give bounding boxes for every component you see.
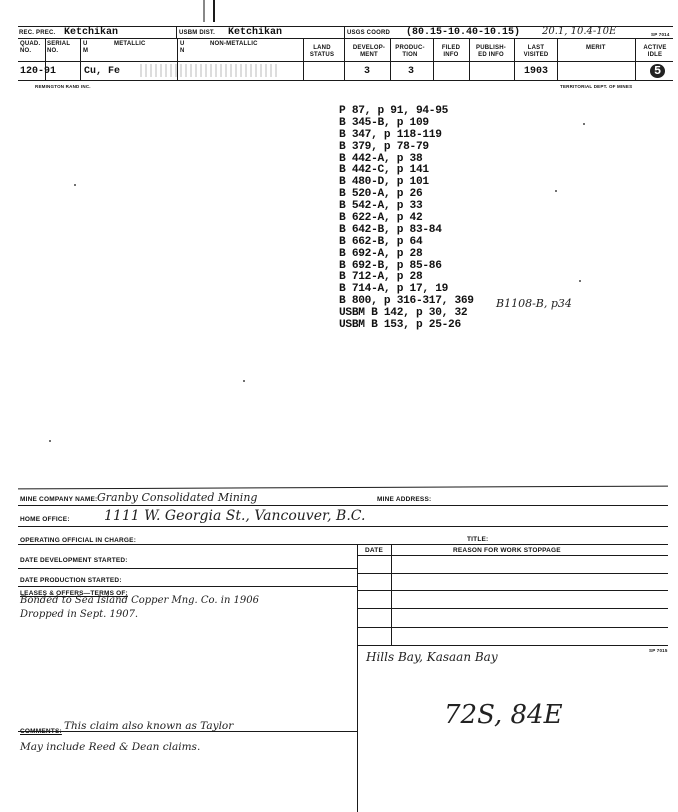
mine-company-value: Granby Consolidated Mining [97,491,258,504]
reference-item: P 87, p 91, 94-95 [339,105,449,117]
table-rule [357,573,668,574]
rule [18,568,358,569]
rule [18,544,668,545]
form-number-bottom: SP 7015 [649,648,668,653]
table-left-border [357,545,358,645]
reference-item: B 692-A, p 28 [339,247,423,260]
usgs-coord-label: USGS COORD [347,30,391,36]
header-row-rule [18,61,673,62]
col-divider [635,38,636,80]
col-land-status: LAND STATUS [309,45,335,58]
row-development: 3 [364,66,371,77]
col-non-metallic: NON-METALLIC [210,41,258,47]
row-production: 3 [408,66,415,77]
col-filed-info: FILED INFO [441,45,461,58]
leases-line-2: Dropped in Sept. 1907. [20,609,139,620]
reference-item: B 662-B, p 64 [339,235,423,248]
rule [18,526,668,527]
col-quad-no: QUAD. NO. [20,41,41,54]
comments-line-2: May include Reed & Dean claims. [20,741,201,753]
rec-prec-value: Ketchikan [64,27,119,38]
scan-speck [74,184,76,186]
reference-item: B 622-A, p 42 [339,212,423,225]
col-merit: MERIT [586,45,606,51]
title-label: TITLE: [467,536,489,543]
reference-item: B 347, p 118-119 [339,128,442,141]
col-metallic: METALLIC [114,41,146,47]
col-divider [80,38,81,80]
staple-mark-right [213,0,215,22]
date-production-label: DATE PRODUCTION STARTED: [20,577,122,584]
home-office-label: HOME OFFICE: [20,516,70,523]
leases-label: LEASES & OFFERS—TERMS OF: [20,590,128,597]
col-serial-no: SERIAL NO. [47,41,71,54]
reference-item: B 692-B, p 85-86 [339,259,442,272]
reference-item: B 442-C, p 141 [339,164,429,177]
table-rule [357,590,668,591]
usbm-dist-value: Ketchikan [228,27,283,38]
col-divider [390,38,391,80]
reference-item: B 800, p 316-317, 369 [339,295,474,308]
col-last-visited: LAST VISITED [523,45,549,58]
date-development-label: DATE DEVELOPMENT STARTED: [20,557,128,564]
vertical-divider [357,645,358,812]
col-production: PRODUC-TION [395,45,425,58]
col-divider [514,38,515,80]
row-last-visited: 1903 [524,66,549,77]
location-value: Hills Bay, Kasaan Bay [366,650,498,664]
reference-item: B 345-B, p 109 [339,116,429,129]
reference-item: B 714-A, p 17, 19 [339,283,449,296]
col-active-idle: ACTIVE IDLE [643,45,667,58]
rec-prec-label: REC. PREC. [19,30,56,36]
table-rule [357,627,668,628]
row-active-idle: 5 [650,64,665,78]
col-divider [557,38,558,80]
col-divider [344,38,345,80]
scan-noise-band [140,64,280,77]
row-quad-no: 120-91 [20,66,57,77]
table-date-divider [391,545,392,645]
rule [18,505,668,506]
col-divider [303,38,304,80]
home-office-value: 1111 W. Georgia St., Vancouver, B.C. [104,508,366,524]
table-rule [357,555,668,556]
form-top-rule [18,486,668,490]
usgs-coord-value: (80.15-10.40-10.15) [406,27,521,38]
reference-item: B 480-D, p 101 [339,176,429,189]
scan-speck [49,440,51,442]
comments-label: COMMENTS: [20,728,62,735]
divider-rec [176,26,177,38]
scan-speck [583,123,585,125]
printer-imprint: REMINGTON RAND INC. [35,84,91,89]
comments-line-1: This claim also known as Taylor [64,720,234,732]
reference-item: B 442-A, p 38 [339,152,423,165]
usbm-dist-label: USBM DIST. [179,30,216,36]
col-divider [469,38,470,80]
row-metallic: Cu, Fe [84,66,121,77]
table-rule [357,645,668,646]
col-un: U N [180,41,185,54]
col-development: DEVELOP-MENT [352,45,386,58]
col-um: U M [83,41,89,54]
rule [18,586,358,587]
reference-item: B 379, p 78-79 [339,140,429,153]
reference-item: USBM B 153, p 25-26 [339,319,461,332]
table-rule [357,608,668,609]
reference-item: B 712-A, p 28 [339,271,423,284]
header-mid-rule [18,38,673,39]
scan-speck [243,380,245,382]
reference-item: USBM B 142, p 30, 32 [339,307,468,320]
header-bottom-rule [18,80,673,81]
mine-address-label: MINE ADDRESS: [377,496,432,503]
reference-item: B 542-A, p 33 [339,200,423,213]
col-published-info: PUBLISH-ED INFO [476,45,506,58]
col-divider [433,38,434,80]
staple-mark-left [203,0,205,22]
divider-usbm [344,26,345,38]
leases-line-1: Bonded to Sea Island Copper Mng. Co. in 1906 [20,595,260,606]
usgs-coord-note: 20.1, 10.4-10E [542,26,617,37]
department-imprint: TERRITORIAL DEPT. OF MINES [560,84,633,89]
reason-column-label: REASON FOR WORK STOPPAGE [453,547,561,554]
scan-speck [579,280,581,282]
publication-reference-list [339,106,474,332]
reference-item: B 642-B, p 83-84 [339,223,442,236]
scan-speck [555,190,557,192]
operating-official-label: OPERATING OFFICIAL IN CHARGE: [20,537,137,544]
date-column-label: DATE [365,547,384,554]
form-number-top: SP 7014 [651,32,670,37]
location-code: 72S, 84E [444,700,563,730]
handwritten-reference: B1108-B, p34 [496,297,572,310]
reference-item: B 520-A, p 26 [339,188,423,201]
mine-company-label: MINE COMPANY NAME: [20,496,98,503]
